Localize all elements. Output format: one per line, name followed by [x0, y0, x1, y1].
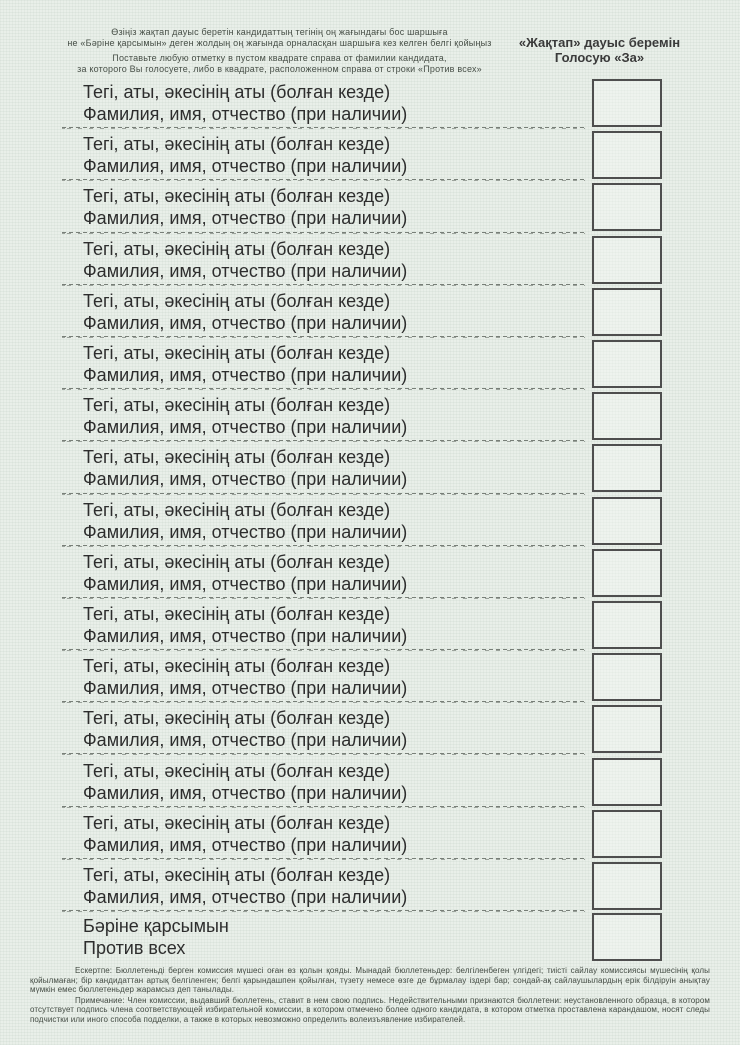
candidate-label-kk: Тегі, аты, әкесінің аты (болған кезде) — [83, 499, 391, 520]
ballot-header — [0, 0, 740, 77]
candidate-label-ru: Фамилия, имя, отчество (при наличии) — [83, 782, 408, 803]
candidate-row — [0, 755, 740, 807]
candidate-row — [0, 651, 740, 703]
candidate-row — [0, 547, 740, 599]
candidate-label-kk: Тегі, аты, әкесінің аты (болған кезде) — [83, 238, 391, 259]
candidate-list — [0, 77, 740, 912]
candidate-label-ru: Фамилия, имя, отчество (при наличии) — [83, 156, 408, 177]
candidate-row — [0, 181, 740, 233]
instruction-ru-line1: Поставьте любую отметку в пустом квадрате справа от фамилии кандидата, — [112, 53, 447, 63]
candidate-row — [0, 338, 740, 390]
candidate-checkbox[interactable] — [592, 497, 662, 545]
candidate-name-block — [83, 342, 407, 386]
candidate-name-block — [83, 185, 407, 229]
candidate-checkbox[interactable] — [592, 236, 662, 284]
candidate-label-kk: Тегі, аты, әкесінің аты (болған кезде) — [83, 447, 391, 468]
candidate-label-ru: Фамилия, имя, отчество (при наличии) — [83, 625, 408, 646]
candidate-label-ru: Фамилия, имя, отчество (при наличии) — [83, 886, 408, 907]
candidate-checkbox[interactable] — [592, 444, 662, 492]
candidate-name-block — [83, 760, 407, 804]
candidate-name-block — [83, 394, 407, 438]
candidate-name-block — [83, 812, 407, 856]
candidate-checkbox[interactable] — [592, 862, 662, 910]
candidate-checkbox[interactable] — [592, 79, 662, 127]
against-all-name-block — [83, 915, 229, 959]
candidate-label-kk: Тегі, аты, әкесінің аты (болған кезде) — [83, 656, 391, 677]
note-kk: Ескертпе: Бюллетеньді берген комиссия мүшесі оған өз қолын қояды. Мынадай бюллетеньдер: белгіленбеген үлгідегі; тиісті сайлау комиссиясы мүшесінің қолы қойылмаған; бір кандидаттан артық белгіленген; белгі қарындашпен қойылған, түзету немесе өзге де бұрмалау іздері бар; сондай-ақ сайлаушылардың ерік білдіруін анықтау мүмкін емес бюллетеньдер жарамсыз деп танылады. — [30, 966, 710, 995]
candidate-name-block — [83, 864, 407, 908]
candidate-name-block — [83, 446, 407, 490]
candidate-label-ru: Фамилия, имя, отчество (при наличии) — [83, 573, 408, 594]
vote-for-label-kk: «Жақтап» дауыс беремін — [518, 35, 681, 50]
candidate-label-ru: Фамилия, имя, отчество (при наличии) — [83, 208, 408, 229]
candidate-row — [0, 495, 740, 547]
candidate-label-kk: Тегі, аты, әкесінің аты (болған кезде) — [83, 708, 391, 729]
candidate-checkbox[interactable] — [592, 288, 662, 336]
note-ru: Примечание: Член комиссии, выдавший бюллетень, ставит в нем свою подпись. Недействительными признаются бюллетени: неустановленного образца, в котором отсутствует подпись члена соответствующей избирательной комиссии, в котором отмечено более одного кандидата, в котором отметка проставлена карандашом, носят следы подчистки или иного способа подделки, а также в которых невозможно определить волеизъявление избирателей. — [30, 995, 710, 1024]
ballot-notes — [30, 966, 710, 1025]
candidate-label-ru: Фамилия, имя, отчество (при наличии) — [83, 521, 408, 542]
candidate-name-block — [83, 81, 407, 125]
against-all-row — [0, 912, 740, 962]
candidate-name-block — [83, 133, 407, 177]
candidate-name-block — [83, 551, 407, 595]
candidate-label-kk: Тегі, аты, әкесінің аты (болған кезде) — [83, 551, 391, 572]
candidate-checkbox[interactable] — [592, 392, 662, 440]
candidate-checkbox[interactable] — [592, 340, 662, 388]
candidate-label-kk: Тегі, аты, әкесінің аты (болған кезде) — [83, 395, 391, 416]
candidate-label-ru: Фамилия, имя, отчество (при наличии) — [83, 104, 408, 125]
against-all-label-ru: Против всех — [83, 938, 186, 958]
instruction-kk-line1: Өзіңіз жақтап дауыс беретін кандидаттың тегінің оң жағындағы бос шаршыға — [111, 27, 448, 37]
candidate-checkbox[interactable] — [592, 705, 662, 753]
against-all-label-kk: Бәріне қарсымын — [83, 916, 229, 936]
candidate-label-kk: Тегі, аты, әкесінің аты (болған кезде) — [83, 82, 391, 103]
candidate-checkbox[interactable] — [592, 601, 662, 649]
candidate-checkbox[interactable] — [592, 758, 662, 806]
candidate-row — [0, 286, 740, 338]
candidate-label-kk: Тегі, аты, әкесінің аты (болған кезде) — [83, 812, 391, 833]
candidate-label-ru: Фамилия, имя, отчество (при наличии) — [83, 260, 408, 281]
candidate-label-ru: Фамилия, имя, отчество (при наличии) — [83, 730, 408, 751]
voting-instructions — [52, 0, 507, 77]
candidate-label-ru: Фамилия, имя, отчество (при наличии) — [83, 312, 408, 333]
candidate-label-ru: Фамилия, имя, отчество (при наличии) — [83, 417, 408, 438]
candidate-row — [0, 234, 740, 286]
candidate-label-kk: Тегі, аты, әкесінің аты (болған кезде) — [83, 134, 391, 155]
candidate-name-block — [83, 499, 407, 543]
candidate-label-kk: Тегі, аты, әкесінің аты (болған кезде) — [83, 603, 391, 624]
instruction-kk-line2: не «Бәріне қарсымын» деген жолдың оң жағында орналасқан шаршыға кез келген белгі қойыңыз — [67, 38, 492, 48]
candidate-row — [0, 390, 740, 442]
vote-for-column-header — [507, 0, 740, 77]
candidate-row — [0, 129, 740, 181]
candidate-label-kk: Тегі, аты, әкесінің аты (болған кезде) — [83, 290, 391, 311]
candidate-label-kk: Тегі, аты, әкесінің аты (болған кезде) — [83, 864, 391, 885]
candidate-checkbox[interactable] — [592, 131, 662, 179]
candidate-row — [0, 77, 740, 129]
candidate-label-ru: Фамилия, имя, отчество (при наличии) — [83, 365, 408, 386]
candidate-checkbox[interactable] — [592, 183, 662, 231]
candidate-label-kk: Тегі, аты, әкесінің аты (болған кезде) — [83, 760, 391, 781]
instruction-ru-line2: за которого Вы голосуете, либо в квадрате, расположенном справа от строки «Против всех» — [77, 64, 482, 74]
candidate-row — [0, 808, 740, 860]
candidate-name-block — [83, 655, 407, 699]
candidate-row — [0, 442, 740, 494]
against-all-checkbox[interactable] — [592, 913, 662, 961]
candidate-row — [0, 599, 740, 651]
candidate-name-block — [83, 707, 407, 751]
candidate-label-ru: Фамилия, имя, отчество (при наличии) — [83, 678, 408, 699]
candidate-checkbox[interactable] — [592, 549, 662, 597]
candidate-label-ru: Фамилия, имя, отчество (при наличии) — [83, 469, 408, 490]
candidate-name-block — [83, 238, 407, 282]
candidate-row — [0, 703, 740, 755]
candidate-label-kk: Тегі, аты, әкесінің аты (болған кезде) — [83, 343, 391, 364]
vote-for-label-ru: Голосую «За» — [554, 50, 645, 65]
candidate-checkbox[interactable] — [592, 653, 662, 701]
candidate-label-kk: Тегі, аты, әкесінің аты (болған кезде) — [83, 186, 391, 207]
candidate-label-ru: Фамилия, имя, отчество (при наличии) — [83, 834, 408, 855]
candidate-row — [0, 860, 740, 912]
candidate-name-block — [83, 603, 407, 647]
candidate-checkbox[interactable] — [592, 810, 662, 858]
candidate-name-block — [83, 290, 407, 334]
